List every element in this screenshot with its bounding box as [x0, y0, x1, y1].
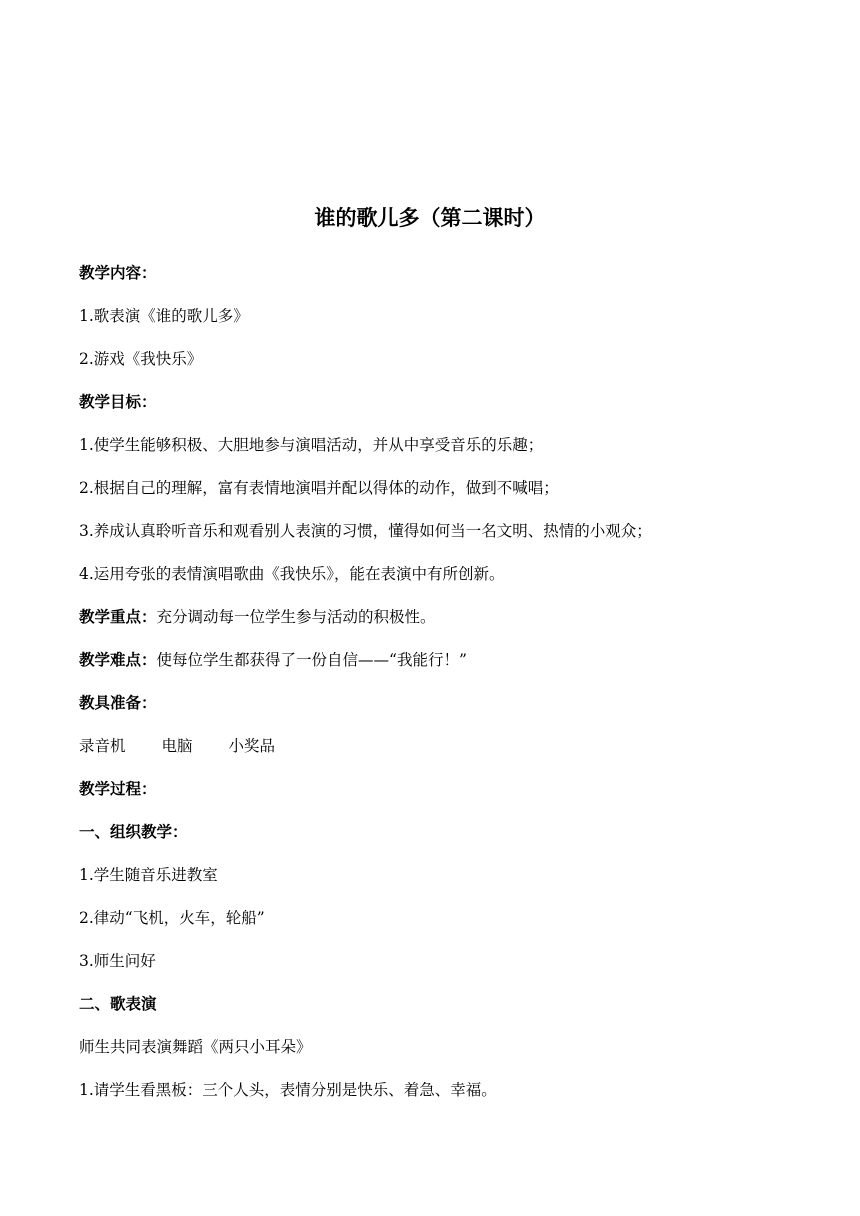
- objective-item-2: 2.根据自己的理解，富有表情地演唱并配以得体的动作，做到不喊唱；: [79, 479, 559, 497]
- content-item-2: 2.游戏《我快乐》: [79, 350, 203, 368]
- objective-item-1: 1.使学生能够积极、大胆地参与演唱活动，并从中享受音乐的乐趣；: [79, 436, 544, 454]
- difficulty-line: [79, 649, 467, 671]
- section1-item-1: 1.学生随音乐进教室: [79, 866, 218, 884]
- difficulty-text: 使每位学生都获得了一份自信——“我能行！”: [156, 651, 467, 669]
- section2-item-1: 1.请学生看黑板：三个人头，表情分别是快乐、着急、幸福。: [79, 1081, 497, 1099]
- objective-item-3: 3.养成认真聆听音乐和观看别人表演的习惯，懂得如何当一名文明、热情的小观众；: [79, 522, 652, 540]
- section1-heading: 一、组织教学：: [79, 823, 188, 841]
- section1-item-3: 3.师生问好: [79, 952, 156, 970]
- tool-item-2: 电脑: [161, 737, 193, 755]
- section2-intro: 师生共同表演舞蹈《两只小耳朵》: [79, 1038, 312, 1056]
- difficulty-label: 教学难点：: [79, 651, 157, 669]
- objective-item-4: 4.运用夸张的表情演唱歌曲《我快乐》，能在表演中有所创新。: [79, 565, 505, 583]
- key-point-text: 充分调动每一位学生参与活动的积极性。: [156, 608, 436, 626]
- tools-list: [79, 735, 275, 757]
- content-heading: 教学内容：: [79, 264, 157, 282]
- document-title: 谁的歌儿多（第二课时）: [314, 206, 546, 230]
- tool-item-3: 小奖品: [228, 737, 276, 755]
- process-heading: 教学过程：: [79, 780, 157, 798]
- tool-item-1: 录音机: [79, 737, 126, 755]
- content-item-1: 1.歌表演《谁的歌儿多》: [79, 307, 249, 325]
- section1-item-2: 2.律动“飞机，火车，轮船”: [79, 909, 265, 927]
- tools-heading: 教具准备：: [79, 694, 157, 712]
- key-point-line: [79, 606, 436, 628]
- objectives-heading: 教学目标：: [79, 393, 157, 411]
- section2-heading: 二、歌表演: [79, 995, 157, 1013]
- key-point-label: 教学重点：: [79, 608, 157, 626]
